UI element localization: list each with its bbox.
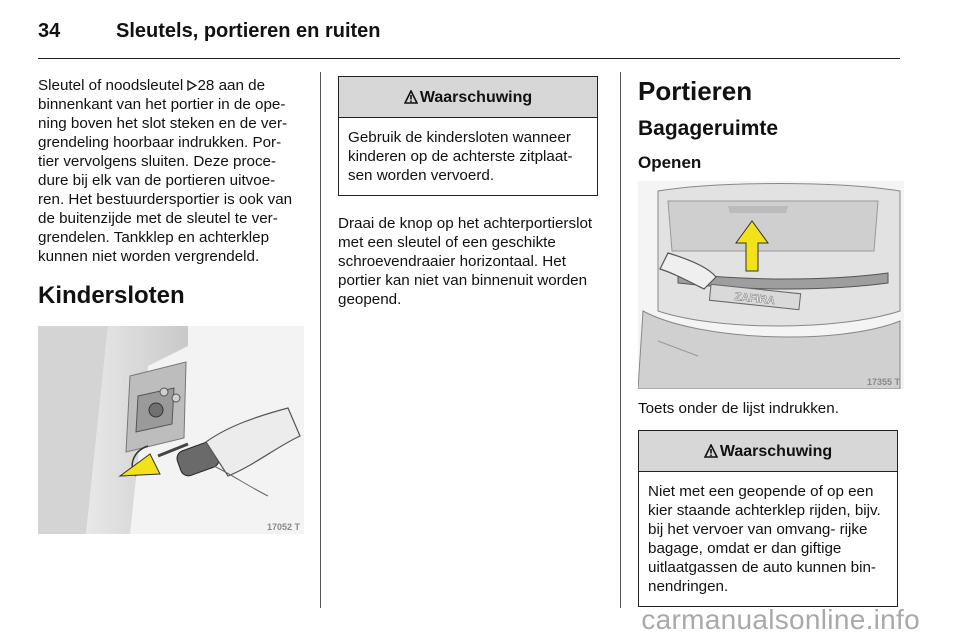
- badge-text: ZAFIRA: [734, 290, 776, 308]
- warning-box: [638, 430, 898, 607]
- heading-openen: Openen: [638, 153, 702, 172]
- warning-text: Gebruik de kindersloten wanneer kinderen op de achterste zitplaat- sen worden vervoerd.: [348, 129, 573, 184]
- child-lock-illustration: [38, 326, 304, 534]
- heading-bagageruimte: Bagageruimte: [638, 117, 779, 140]
- warning-box: [338, 76, 598, 196]
- warning-header: [639, 431, 897, 472]
- figure-number: 17355 T: [866, 377, 900, 387]
- column-divider: [620, 72, 621, 608]
- tailgate-drawing: [638, 181, 904, 389]
- warning-text: Niet met een geopende of op een kier staande achterklep rijden, bijv. bij het vervoer van omvang- rijke bagage, omdat er dan giftige uitlaatgassen de auto kunnen bin- nendringen.: [648, 483, 881, 595]
- header-rule: [38, 58, 900, 59]
- warning-title: Waarschuwing: [719, 443, 833, 460]
- intro-part1: Sleutel of noodsleutel: [38, 77, 188, 94]
- section-heading-kindersloten: Kindersloten: [38, 282, 185, 309]
- intro-part2: aan de binnenkant van het portier in de ope- ning boven het slot steken en de ver- grendeling hoorbaar indrukken. Por- tier vervolgens sluiten. Deze proce- dure bij elk van de portieren uitvoe- ren. Het bestuurdersportier is ook van de buitenzijde met de sleutel te ver- grendelen. Tankklep en achterklep kunnen niet worden vergrendeld.: [38, 77, 293, 265]
- tailgate-illustration: [638, 181, 904, 389]
- figure-number: 17052 T: [266, 522, 300, 532]
- column-left: [38, 76, 304, 534]
- column-divider: [320, 72, 321, 608]
- heading-portieren: Portieren: [638, 76, 753, 106]
- instruction-paragraph: Draai de knop op het achterportierslot met een sleutel of een geschikte schroevendraaier horizontaal. Het portier kan niet van binnenuit worden geopend.: [338, 215, 593, 308]
- intro-paragraph: [38, 76, 304, 266]
- warning-triangle-icon: [704, 444, 718, 458]
- child-lock-drawing: [38, 326, 304, 534]
- page-title: Sleutels, portieren en ruiten: [116, 20, 381, 42]
- column-middle: [338, 76, 604, 317]
- column-right: [638, 76, 904, 607]
- warning-title: Waarschuwing: [419, 89, 533, 106]
- warning-triangle-icon: [404, 90, 418, 104]
- ref-triangle-icon: [187, 80, 197, 91]
- page-number: 34: [38, 20, 61, 42]
- figure-caption: Toets onder de lijst indrukken.: [638, 400, 839, 417]
- watermark: carmanualsonline.info: [641, 604, 920, 635]
- warning-header: [339, 77, 597, 118]
- page-reference[interactable]: 28: [197, 77, 215, 94]
